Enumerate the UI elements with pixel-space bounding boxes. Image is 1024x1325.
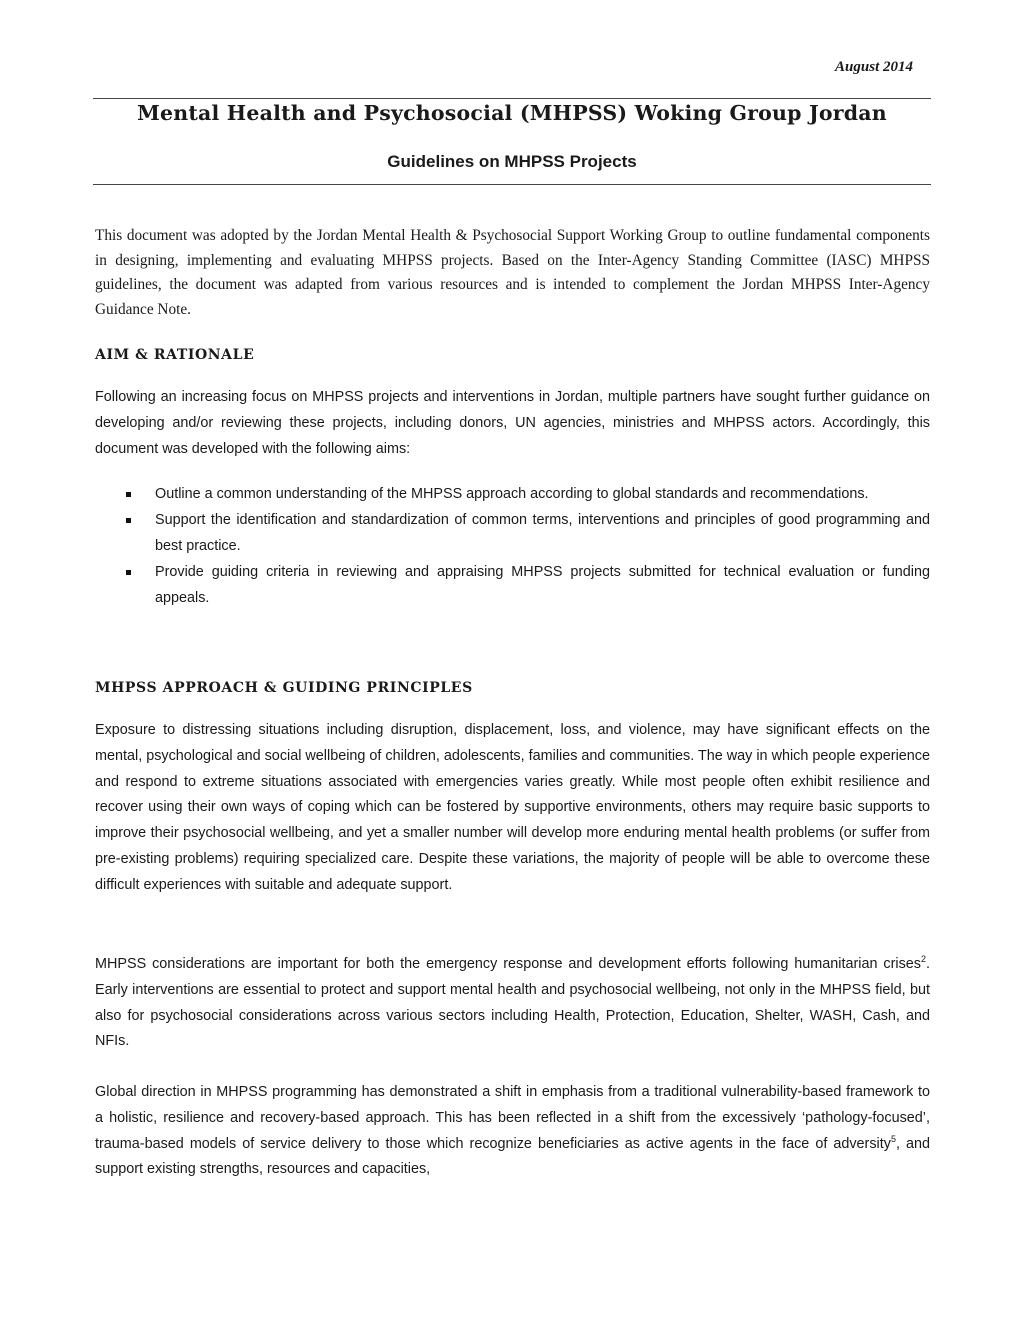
document-subtitle: Guidelines on MHPSS Projects [387,152,637,171]
document-date: August 2014 [835,59,913,75]
bullet-icon [126,570,131,575]
title-rule-bottom [93,184,931,185]
approach-paragraph-3 [95,1080,930,1183]
list-item [95,481,930,507]
paragraph-text: . Early interventions are essential to protect and support mental health and psychosocial wellbeing, not only in the MHPSS field, but also for psychosocial considerations across various sectors including Health, Protection, Education, Shelter, WASH, Cash, and NFIs. [95,956,930,1050]
approach-paragraph-2 [95,952,930,1055]
aim-paragraph: Following an increasing focus on MHPSS projects and interventions in Jordan, multiple partners have sought further guidance on developing and/or reviewing these projects, including donors, UN agencies, ministries and MHPSS actors. Accordingly, this document was developed with the following aims: [95,389,930,457]
bullet-icon [126,492,131,497]
list-item-text: Provide guiding criteria in reviewing and appraising MHPSS projects submitted for technical evaluation or funding appeals. [155,564,930,606]
aims-list [95,481,930,611]
title-rule-top [93,98,931,99]
approach-paragraph-1: Exposure to distressing situations including disruption, displacement, loss, and violence, may have significant effects on the mental, psychological and social wellbeing of children, adolescents, families and communities. The way in which people experience and respond to extreme situations associated with emergencies varies greatly. While most people often exhibit resilience and recover using their own ways of coping which can be fostered by supportive environments, others may require basic supports to improve their psychosocial wellbeing, and yet a smaller number will develop more enduring mental health problems (or suffer from pre-existing problems) requiring specialized care. Despite these variations, the majority of people will be able to overcome these difficult experiences with suitable and adequate support. [95,722,930,893]
footnote-ref[interactable]: 5 [890,1133,896,1144]
paragraph-text: Global direction in MHPSS programming has demonstrated a shift in emphasis from a traditional vulnerability-based framework to a holistic, resilience and recovery-based approach. This has been reflected in a shift from the excessively ‘pathology-focused’, trauma-based models of service delivery to those which recognize beneficiaries as active agents in the face of adversity [95,1084,930,1152]
aim-heading: AIM & RATIONALE [95,347,255,363]
document-title: Mental Health and Psychosocial (MHPSS) Woking Group Jordan [137,101,887,125]
list-item-text: Outline a common understanding of the MHPSS approach according to global standards and recommendations. [155,486,869,502]
footnote-ref[interactable]: 2 [920,954,926,965]
approach-heading: MHPSS APPROACH & GUIDING PRINCIPLES [95,680,473,696]
list-item-text: Support the identification and standardization of common terms, interventions and principles of good programming and best practice. [155,512,930,554]
list-item [95,507,930,559]
paragraph-text: , and support existing strengths, resources and capacities, [95,1135,931,1178]
paragraph-text: MHPSS considerations are important for both the emergency response and development efforts following humanitarian crises [95,956,921,972]
bullet-icon [126,518,131,523]
list-item [95,559,930,611]
intro-paragraph: This document was adopted by the Jordan Mental Health & Psychosocial Support Working Group to outline fundamental components in designing, implementing and evaluating MHPSS projects. Based on the Inter-Agency Standing Committee (IASC) MHPSS guidelines, the document was adapted from various resources and is intended to complement the Jordan MHPSS Inter-Agency Guidance Note. [95,227,930,318]
